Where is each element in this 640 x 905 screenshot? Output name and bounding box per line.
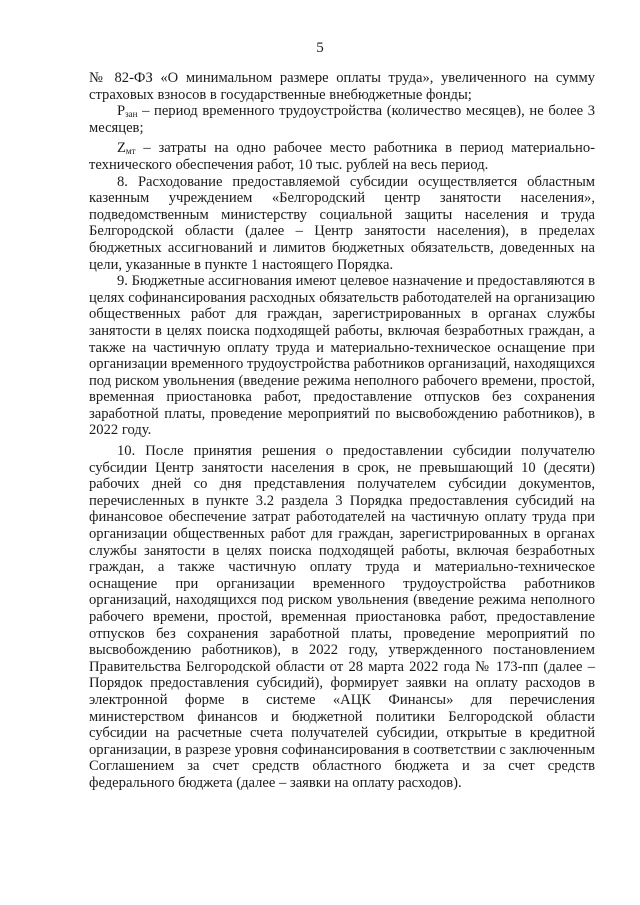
definition-text: – затраты на одно рабочее место работника в период материально-технического обеспечения работ, 10 тыс. рублей на весь период. — [89, 140, 595, 173]
symbol-p: P — [117, 103, 126, 120]
definition-text: – период временного трудоустройства (количество месяцев), не более 3 месяцев; — [89, 103, 595, 136]
paragraph-10: 10. После принятия решения о предоставлении субсидии получателю субсидии Центр занятости населения в срок, не превышающий 10 (десяти) рабочих дней со дня представления получателем субсидии документов, перечисленных в пункте 3.2 раздела 3 Порядка предоставления субсидий на финансовое обеспечение затрат работодателей на частичную оплату труда при организации общественных работ для граждан, зарегистрированных в органах службы занятости в целях поиска подходящей работы, включая безработных граждан, а также частичную оплату труда и материально-техническое оснащение при организации временного трудоустройства работников организаций, находящихся под риском увольнения (введение режима неполного рабочего времени, простой, временная приостановка работ, предоставление отпусков без сохранения заработной платы, проведение мероприятий по высвобождению работников), в 2022 году, утвержденного постановлением Правительства Белгородской области от 28 марта 2022 года № 173-пп (далее – Порядок предоставления субсидий), формирует заявки на оплату расходов в электронной форме в системе «АЦК Финансы» для перечисления министерством финансов и бюджетной политики Белгородской области субсидии на расчетные счета получателей субсидии, открытые в кредитной организации, в разрезе уровня софинансирования в соответствии с заключенным Соглашением за счет средств областного бюджета и за счет средств федерального бюджета (далее – заявки на оплату расходов). — [89, 443, 595, 791]
paragraph-8: 8. Расходование предоставляемой субсидии осуществляется областным казенным учреждением «Белгородский центр занятости населения», подведомственным министерству социальной защиты населения и труда Белгородской области (далее – Центр занятости населения), в пределах бюджетных ассигнований и лимитов бюджетных обязательств, доведенных на цели, указанные в пункте 1 настоящего Порядка. — [89, 173, 595, 273]
document-body — [89, 70, 595, 792]
symbol-z: Z — [117, 140, 126, 157]
paragraph-9: 9. Бюджетные ассигнования имеют целевое назначение и предоставляются в целях софинансирования расходных обязательств работодателей на организацию общественных работ для граждан, зарегистрированных в органах службы занятости в целях поиска подходящей работы, включая безработных граждан, а также на частичную оплату труда и материально-техническое оснащение при организации временного трудоустройства работников организаций, находящихся под риском увольнения (введение режима неполного рабочего времени, простой, временная приостановка работ, предоставление отпусков без сохранения заработной платы, проведение мероприятий по высвобождению работников), в 2022 году. — [89, 273, 595, 439]
subscript-mt: мт — [125, 146, 136, 157]
page-number: 5 — [316, 40, 324, 56]
paragraph-continuation: № 82-ФЗ «О минимальном размере оплаты труда», увеличенного на сумму страховых взносов в государственные внебюджетные фонды; — [89, 70, 595, 103]
definition-p-zan — [89, 103, 595, 136]
definition-z-mt — [89, 140, 595, 173]
subscript-zan: зан — [125, 109, 138, 120]
